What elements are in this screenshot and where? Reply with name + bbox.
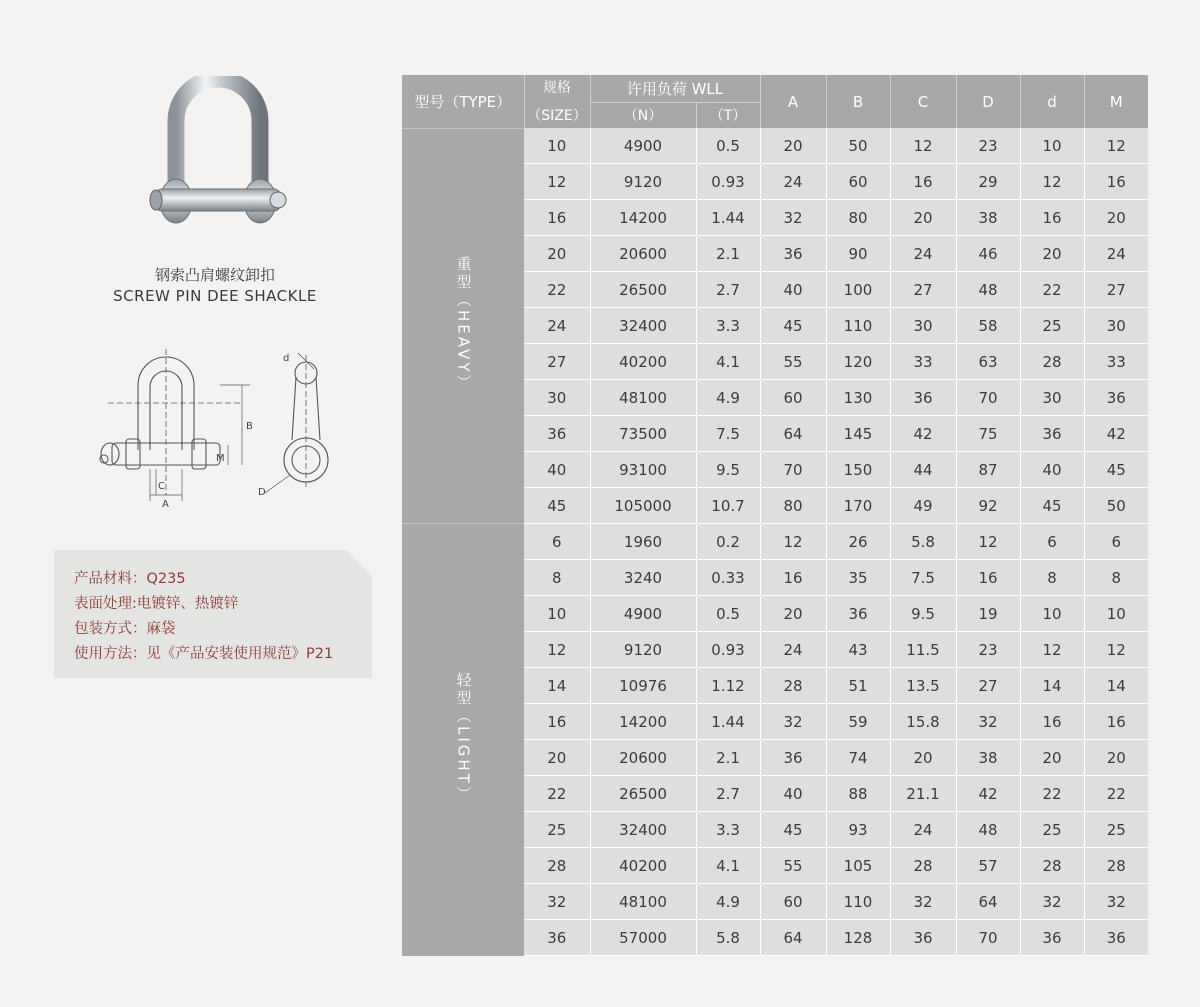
- cell-dim-d-lower: 20: [1020, 236, 1084, 272]
- cell-dim-m: 22: [1084, 776, 1148, 812]
- cell-dim-b: 93: [826, 812, 890, 848]
- cell-load-t: 4.9: [696, 380, 760, 416]
- cell-size: 12: [524, 632, 590, 668]
- cell-dim-a: 36: [760, 236, 826, 272]
- header-m: M: [1084, 75, 1148, 128]
- cell-dim-a: 45: [760, 308, 826, 344]
- product-title-en: SCREW PIN DEE SHACKLE: [113, 287, 317, 305]
- type-label: 重型（HEAVY）: [454, 255, 473, 392]
- cell-load-t: 0.2: [696, 524, 760, 560]
- cell-load-n: 1960: [590, 524, 696, 560]
- cell-dim-c: 32: [890, 884, 956, 920]
- cell-dim-a: 70: [760, 452, 826, 488]
- cell-dim-d-upper: 70: [956, 380, 1020, 416]
- cell-load-n: 9120: [590, 164, 696, 200]
- cell-size: 22: [524, 776, 590, 812]
- cell-load-n: 26500: [590, 776, 696, 812]
- cell-dim-m: 20: [1084, 200, 1148, 236]
- cell-dim-d-lower: 36: [1020, 416, 1084, 452]
- cell-dim-b: 110: [826, 884, 890, 920]
- cell-load-t: 2.7: [696, 272, 760, 308]
- table-row: [402, 128, 1148, 164]
- cell-dim-c: 49: [890, 488, 956, 524]
- cell-load-t: 4.9: [696, 884, 760, 920]
- cell-dim-d-lower: 28: [1020, 848, 1084, 884]
- cell-dim-d-upper: 92: [956, 488, 1020, 524]
- cell-dim-d-lower: 30: [1020, 380, 1084, 416]
- header-a: A: [760, 75, 826, 128]
- cell-load-t: 1.44: [696, 200, 760, 236]
- cell-dim-b: 60: [826, 164, 890, 200]
- cell-dim-m: 32: [1084, 884, 1148, 920]
- cell-size: 40: [524, 452, 590, 488]
- cell-dim-a: 45: [760, 812, 826, 848]
- cell-dim-m: 16: [1084, 704, 1148, 740]
- cell-dim-d-upper: 32: [956, 704, 1020, 740]
- cell-dim-c: 36: [890, 380, 956, 416]
- cell-dim-d-lower: 8: [1020, 560, 1084, 596]
- technical-drawing: [70, 345, 370, 520]
- header-b: B: [826, 75, 890, 128]
- cell-load-t: 7.5: [696, 416, 760, 452]
- cell-load-t: 2.1: [696, 740, 760, 776]
- cell-dim-a: 55: [760, 344, 826, 380]
- cell-load-t: 3.3: [696, 308, 760, 344]
- cell-dim-d-lower: 12: [1020, 164, 1084, 200]
- cell-load-n: 4900: [590, 596, 696, 632]
- cell-load-t: 0.5: [696, 128, 760, 164]
- spec-table: [402, 75, 1148, 956]
- type-cell: [402, 128, 524, 524]
- cell-dim-a: 28: [760, 668, 826, 704]
- cell-size: 10: [524, 128, 590, 164]
- cell-dim-b: 100: [826, 272, 890, 308]
- cell-dim-b: 43: [826, 632, 890, 668]
- cell-dim-b: 88: [826, 776, 890, 812]
- cell-load-n: 14200: [590, 704, 696, 740]
- cell-dim-m: 10: [1084, 596, 1148, 632]
- cell-dim-d-upper: 87: [956, 452, 1020, 488]
- cell-dim-m: 50: [1084, 488, 1148, 524]
- cell-dim-c: 5.8: [890, 524, 956, 560]
- product-info-box: [54, 550, 372, 678]
- cell-dim-c: 20: [890, 200, 956, 236]
- cell-dim-d-lower: 10: [1020, 128, 1084, 164]
- cell-dim-m: 28: [1084, 848, 1148, 884]
- cell-dim-a: 80: [760, 488, 826, 524]
- info-usage: 使用方法：见《产品安装使用规范》P21: [74, 646, 334, 662]
- cell-dim-a: 55: [760, 848, 826, 884]
- table-body: [402, 128, 1148, 956]
- cell-load-t: 4.1: [696, 848, 760, 884]
- header-t: （T）: [696, 102, 760, 128]
- cell-dim-d-lower: 10: [1020, 596, 1084, 632]
- cell-dim-d-upper: 42: [956, 776, 1020, 812]
- cell-dim-d-lower: 32: [1020, 884, 1084, 920]
- cell-load-n: 48100: [590, 380, 696, 416]
- cell-dim-d-lower: 28: [1020, 344, 1084, 380]
- cell-dim-d-upper: 38: [956, 740, 1020, 776]
- cell-dim-b: 50: [826, 128, 890, 164]
- cell-dim-c: 20: [890, 740, 956, 776]
- cell-dim-c: 27: [890, 272, 956, 308]
- cell-dim-b: 145: [826, 416, 890, 452]
- header-c: C: [890, 75, 956, 128]
- cell-load-n: 40200: [590, 344, 696, 380]
- cell-dim-m: 24: [1084, 236, 1148, 272]
- header-type: 型号（TYPE）: [402, 75, 524, 128]
- info-packaging: 包装方式：麻袋: [74, 621, 176, 637]
- cell-dim-a: 24: [760, 632, 826, 668]
- cell-dim-m: 25: [1084, 812, 1148, 848]
- dim-label-c: C: [158, 481, 165, 492]
- cell-dim-c: 24: [890, 812, 956, 848]
- cell-load-n: 57000: [590, 920, 696, 956]
- cell-dim-d-upper: 16: [956, 560, 1020, 596]
- cell-load-t: 0.93: [696, 164, 760, 200]
- cell-size: 20: [524, 740, 590, 776]
- shackle-photo: [148, 76, 288, 241]
- cell-dim-c: 42: [890, 416, 956, 452]
- cell-dim-c: 16: [890, 164, 956, 200]
- cell-load-t: 0.33: [696, 560, 760, 596]
- cell-dim-d-lower: 25: [1020, 308, 1084, 344]
- cell-dim-m: 14: [1084, 668, 1148, 704]
- cell-load-t: 9.5: [696, 452, 760, 488]
- cell-dim-b: 80: [826, 200, 890, 236]
- cell-dim-c: 24: [890, 236, 956, 272]
- info-material: 产品材料：Q235: [74, 571, 186, 587]
- cell-load-t: 5.8: [696, 920, 760, 956]
- cell-dim-c: 15.8: [890, 704, 956, 740]
- cell-dim-a: 60: [760, 380, 826, 416]
- cell-dim-b: 74: [826, 740, 890, 776]
- cell-load-n: 20600: [590, 740, 696, 776]
- cell-dim-d-lower: 22: [1020, 272, 1084, 308]
- cell-size: 22: [524, 272, 590, 308]
- header-d-upper: D: [956, 75, 1020, 128]
- cell-dim-m: 6: [1084, 524, 1148, 560]
- cell-dim-b: 59: [826, 704, 890, 740]
- cell-dim-a: 40: [760, 272, 826, 308]
- cell-dim-b: 150: [826, 452, 890, 488]
- cell-load-t: 3.3: [696, 812, 760, 848]
- cell-dim-b: 35: [826, 560, 890, 596]
- cell-load-t: 0.5: [696, 596, 760, 632]
- cell-dim-m: 36: [1084, 380, 1148, 416]
- cell-size: 16: [524, 200, 590, 236]
- cell-size: 30: [524, 380, 590, 416]
- cell-size: 20: [524, 236, 590, 272]
- cell-dim-d-upper: 19: [956, 596, 1020, 632]
- cell-load-n: 48100: [590, 884, 696, 920]
- cell-load-t: 0.93: [696, 632, 760, 668]
- cell-dim-d-upper: 70: [956, 920, 1020, 956]
- cell-dim-b: 90: [826, 236, 890, 272]
- cell-dim-d-lower: 16: [1020, 200, 1084, 236]
- cell-dim-b: 110: [826, 308, 890, 344]
- cell-size: 36: [524, 920, 590, 956]
- cell-dim-a: 64: [760, 416, 826, 452]
- cell-load-n: 93100: [590, 452, 696, 488]
- cell-dim-d-upper: 27: [956, 668, 1020, 704]
- cell-dim-d-upper: 29: [956, 164, 1020, 200]
- cell-dim-c: 30: [890, 308, 956, 344]
- cell-dim-c: 11.5: [890, 632, 956, 668]
- cell-size: 28: [524, 848, 590, 884]
- cell-size: 32: [524, 884, 590, 920]
- product-title-cn: 钢索凸肩螺纹卸扣: [154, 266, 275, 284]
- cell-load-n: 105000: [590, 488, 696, 524]
- cell-dim-d-upper: 48: [956, 272, 1020, 308]
- cell-dim-d-upper: 23: [956, 128, 1020, 164]
- cell-dim-a: 20: [760, 128, 826, 164]
- cell-dim-a: 12: [760, 524, 826, 560]
- dim-label-b: B: [246, 421, 253, 432]
- cell-dim-b: 105: [826, 848, 890, 884]
- cell-load-t: 10.7: [696, 488, 760, 524]
- dim-label-d-upper: D: [258, 487, 266, 498]
- cell-dim-a: 40: [760, 776, 826, 812]
- cell-dim-a: 36: [760, 740, 826, 776]
- cell-load-n: 73500: [590, 416, 696, 452]
- cell-load-t: 1.12: [696, 668, 760, 704]
- cell-dim-d-lower: 45: [1020, 488, 1084, 524]
- cell-size: 16: [524, 704, 590, 740]
- cell-size: 14: [524, 668, 590, 704]
- cell-load-n: 10976: [590, 668, 696, 704]
- cell-size: 10: [524, 596, 590, 632]
- cell-size: 45: [524, 488, 590, 524]
- cell-dim-m: 8: [1084, 560, 1148, 596]
- cell-dim-m: 16: [1084, 164, 1148, 200]
- cell-dim-b: 130: [826, 380, 890, 416]
- header-d-lower: d: [1020, 75, 1084, 128]
- cell-load-t: 4.1: [696, 344, 760, 380]
- cell-dim-m: 30: [1084, 308, 1148, 344]
- cell-dim-d-lower: 20: [1020, 740, 1084, 776]
- cell-dim-c: 44: [890, 452, 956, 488]
- header-n: （N）: [590, 102, 696, 128]
- cell-load-n: 32400: [590, 812, 696, 848]
- cell-dim-d-lower: 25: [1020, 812, 1084, 848]
- cell-size: 6: [524, 524, 590, 560]
- cell-dim-a: 24: [760, 164, 826, 200]
- cell-dim-b: 26: [826, 524, 890, 560]
- header-wll: 许用负荷 WLL: [590, 75, 760, 102]
- info-surface: 表面处理:电镀锌、热镀锌: [74, 596, 239, 612]
- cell-dim-c: 9.5: [890, 596, 956, 632]
- cell-dim-d-upper: 12: [956, 524, 1020, 560]
- cell-dim-m: 27: [1084, 272, 1148, 308]
- dim-label-d: d: [283, 353, 290, 364]
- cell-dim-d-lower: 40: [1020, 452, 1084, 488]
- cell-dim-c: 21.1: [890, 776, 956, 812]
- cell-dim-c: 36: [890, 920, 956, 956]
- cell-dim-b: 128: [826, 920, 890, 956]
- cell-dim-d-lower: 12: [1020, 632, 1084, 668]
- cell-dim-a: 32: [760, 704, 826, 740]
- header-size-top: 规格: [524, 75, 590, 102]
- cell-dim-d-upper: 46: [956, 236, 1020, 272]
- cell-size: 25: [524, 812, 590, 848]
- cell-load-n: 40200: [590, 848, 696, 884]
- cell-load-n: 14200: [590, 200, 696, 236]
- type-cell: [402, 524, 524, 956]
- cell-size: 36: [524, 416, 590, 452]
- cell-size: 24: [524, 308, 590, 344]
- cell-dim-d-upper: 58: [956, 308, 1020, 344]
- cell-size: 12: [524, 164, 590, 200]
- cell-dim-c: 7.5: [890, 560, 956, 596]
- cell-size: 27: [524, 344, 590, 380]
- cell-dim-m: 12: [1084, 128, 1148, 164]
- cell-dim-d-upper: 48: [956, 812, 1020, 848]
- cell-dim-d-upper: 75: [956, 416, 1020, 452]
- header-size-bottom: （SIZE）: [524, 102, 590, 128]
- cell-dim-d-lower: 36: [1020, 920, 1084, 956]
- cell-dim-d-lower: 14: [1020, 668, 1084, 704]
- cell-dim-d-upper: 63: [956, 344, 1020, 380]
- cell-load-n: 20600: [590, 236, 696, 272]
- cell-dim-c: 33: [890, 344, 956, 380]
- cell-dim-a: 16: [760, 560, 826, 596]
- cell-dim-m: 12: [1084, 632, 1148, 668]
- cell-load-t: 1.44: [696, 704, 760, 740]
- cell-load-t: 2.1: [696, 236, 760, 272]
- cell-dim-m: 33: [1084, 344, 1148, 380]
- cell-dim-c: 28: [890, 848, 956, 884]
- cell-load-n: 3240: [590, 560, 696, 596]
- cell-load-n: 26500: [590, 272, 696, 308]
- cell-load-n: 4900: [590, 128, 696, 164]
- cell-load-n: 32400: [590, 308, 696, 344]
- cell-load-n: 9120: [590, 632, 696, 668]
- cell-dim-d-lower: 22: [1020, 776, 1084, 812]
- cell-dim-b: 170: [826, 488, 890, 524]
- cell-dim-c: 12: [890, 128, 956, 164]
- cell-dim-m: 42: [1084, 416, 1148, 452]
- cell-load-t: 2.7: [696, 776, 760, 812]
- cell-dim-m: 45: [1084, 452, 1148, 488]
- cell-dim-d-upper: 64: [956, 884, 1020, 920]
- cell-dim-a: 32: [760, 200, 826, 236]
- cell-dim-a: 60: [760, 884, 826, 920]
- cell-dim-c: 13.5: [890, 668, 956, 704]
- cell-dim-m: 20: [1084, 740, 1148, 776]
- cell-dim-d-lower: 16: [1020, 704, 1084, 740]
- cell-dim-b: 120: [826, 344, 890, 380]
- cell-dim-d-lower: 6: [1020, 524, 1084, 560]
- cell-dim-a: 20: [760, 596, 826, 632]
- cell-dim-d-upper: 38: [956, 200, 1020, 236]
- cell-dim-b: 51: [826, 668, 890, 704]
- cell-size: 8: [524, 560, 590, 596]
- dim-label-a: A: [162, 499, 169, 510]
- dim-label-m: M: [216, 453, 225, 464]
- cell-dim-m: 36: [1084, 920, 1148, 956]
- table-row: [402, 524, 1148, 560]
- cell-dim-d-upper: 23: [956, 632, 1020, 668]
- type-label: 轻型（LIGHT）: [454, 671, 473, 804]
- cell-dim-b: 36: [826, 596, 890, 632]
- cell-dim-a: 64: [760, 920, 826, 956]
- cell-dim-d-upper: 57: [956, 848, 1020, 884]
